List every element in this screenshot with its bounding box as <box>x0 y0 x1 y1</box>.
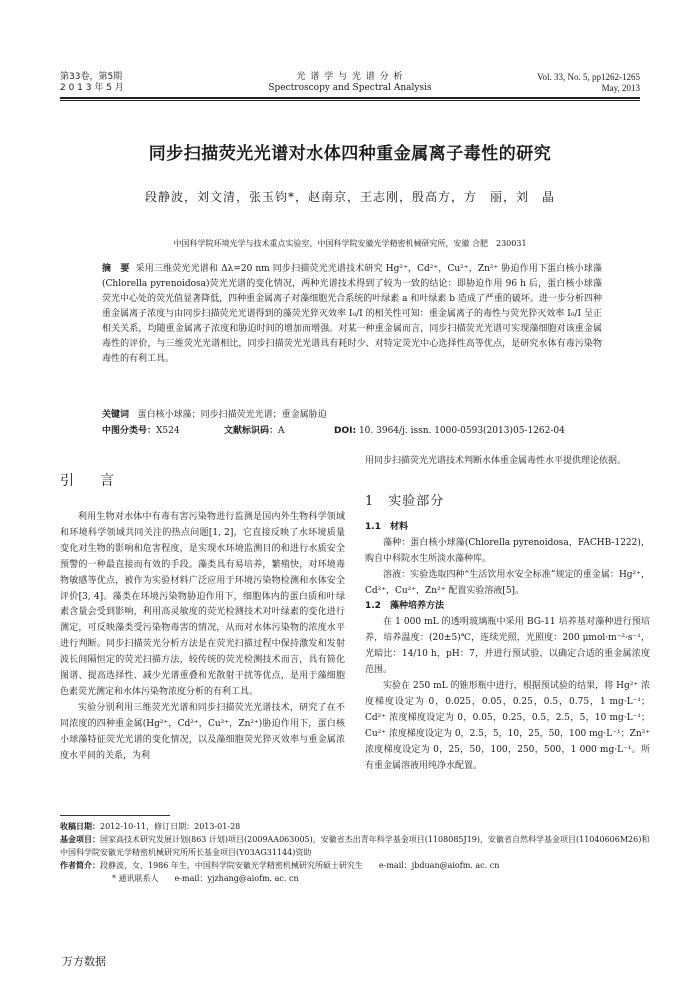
author-bio: 作者简介：段静波，女，1986 年生，中国科学院安徽光学精密机械研究所硕士研究生 e-mail：jbduan@aiofm. ac. cn <box>60 861 500 870</box>
right-column <box>365 454 650 774</box>
received-date: 收稿日期：2012-10-11，修订日期：2013-01-28 <box>60 822 241 831</box>
subsection-1-1-body <box>365 536 650 600</box>
culture-method-p1: 在 1 000 mL 的透明玻璃瓶中采用 BG-11 培养基对藻种进行预培养，培养温度：(20±5)℃，连续光照，光照度：200 μmol·m⁻²·s⁻¹，光暗比：14/10 h，pH：7，并进行预试验，以确定合适的重金属浓度范围。 <box>365 617 650 676</box>
journal-name-en: Spectroscopy and Spectral Analysis <box>268 83 432 93</box>
subsection-1-2-heading: 1.2 藻种培养方法 <box>365 601 444 612</box>
keywords-text: 蛋白核小球藻；同步扫描荧光光谱；重金属胁迫 <box>137 410 327 420</box>
keywords-label: 关键词 <box>102 410 130 420</box>
author-list: 段静波，刘文清，张玉钧*，赵南京，王志刚，殷高方，方 丽，刘 晶 <box>144 190 555 204</box>
section-1-heading: 1 实验部分 <box>365 493 445 509</box>
keywords <box>102 408 602 422</box>
doc-code-label: 文献标识码： <box>224 426 279 436</box>
watermark-text: 万方数据 <box>62 955 106 968</box>
culture-method-p2: 实验在 250 mL 的锥形瓶中进行，根据预试验的结果，将 Hg²⁺ 浓度梯度设定为 0，0.025，0.05，0.25，0.5，0.75，1 mg·L⁻¹；Cd²⁺ 浓度梯度设定为 0，0.05，0.25，0.5，2.5，5，10 mg·L⁻¹；Cu²⁺ 浓度梯度设定为 0，2.5，5，10，25，50，100 mg·L⁻¹；Zn²⁺ 浓度梯度设定为 0，25，50，100，250，500，1 000 mg·L⁻¹。所有重金属溶液用纯净水配置。 <box>365 680 650 771</box>
funding: 基金项目：国家高技术研究发展计划(863 计划)项目(2009AA063005)，安徽省杰出青年科学基金项目(1108085J19)，安徽省自然科学基金项目(11040606M26)和中国科学院安徽光学精密机械研究所所长基金项目(Y03AG31144)资助 <box>60 835 650 857</box>
corresponding-author: * 通讯联系人 e-mail：yjzhang@aiofm. ac. cn <box>112 874 299 883</box>
materials-algae: 藻种：蛋白核小球藻(Chlorella pyrenoidosa，FACHB-1222)，购自中科院水生所淡水藻种库。 <box>365 537 650 564</box>
volume-issue-en: Vol. 33, No. 5, pp1262-1265 <box>537 72 640 82</box>
clc-value: X524 <box>156 426 180 436</box>
volume-issue-cn: 第33卷，第5期 <box>60 72 123 82</box>
article-title: 同步扫描荧光光谱对水体四种重金属离子毒性的研究 <box>148 144 552 164</box>
header-rule <box>60 97 640 101</box>
intro-body <box>60 510 345 765</box>
issue-date-cn: 2 0 1 3 年 5 月 <box>60 83 124 93</box>
doi-label: DOI: <box>334 426 357 436</box>
doi-value: 10. 3964/j. issn. 1000-0593(2013)05-1262-04 <box>358 426 565 436</box>
doc-code-value: A <box>278 426 285 436</box>
subsection-1-2-body <box>365 615 650 774</box>
footnotes <box>60 820 650 885</box>
materials-solution: 溶液：实验选取四种“生活饮用水安全标准”规定的重金属：Hg²⁺，Cd²⁺，Cu²⁺，Zn²⁺ 配置实验溶液[5]。 <box>365 569 650 596</box>
footnote-rule <box>60 815 170 816</box>
intro-paragraph-2-tail: 用同步扫描荧光光谱技术判断水体重金属毒性水平提供理论依据。 <box>365 456 627 466</box>
intro-paragraph-2: 实验分别利用三维荧光光谱和同步扫描荧光光谱技术，研究了在不同浓度的四种重金属(Hg²⁺，Cd²⁺，Cu²⁺，Zn²⁺)胁迫作用下，蛋白核小球藻特征荧光光谱的变化情况，以及藻细胞荧光猝灭效率与重金属浓度水平间的关系，为利 <box>60 702 345 761</box>
issue-date-en: May, 2013 <box>601 83 640 93</box>
running-header-right <box>537 72 640 94</box>
subsection-1-1-heading: 1.1 材料 <box>365 521 408 532</box>
journal-name-cn: 光 谱 学 与 光 谱 分 析 <box>296 72 404 82</box>
abstract-label: 摘 要 <box>102 264 130 274</box>
intro-heading: 引 言 <box>60 473 120 489</box>
intro-paragraph-1: 利用生物对水体中有毒有害污染物进行监测是国内外生物科学领域和环境科学领域共同关注的热点问题[1, 2]，它直接反映了水环境质量变化对生物的影响和危害程度，是实现水环境监测目的和进行水质安全预警的一种最直接而有效的手段。藻类具有易培养，繁殖快，对环境毒物敏感等优点，被作为实验材料广泛应用于环境污染物检测和水体安全评价[3, 4]。藻类在环境污染物胁迫作用下，细胞体内的蛋白质和叶绿素含量会受到影响，利用高灵敏度的荧光检测技术对叶绿素的变化进行测定，可反映藻类受污染物毒害的情况，从而对水体污染物的浓度水平进行判断。同步扫描荧光分析方法是在荧光扫描过程中保持激发和发射波长间隔恒定的荧光扫描方法，较传统的荧光检测技术而言，具有简化图谱、提高选择性、减少光谱重叠和光散射干扰等优点，是用于藻细胞色素荧光测定和水体污染物浓度分析的有利工具。 <box>60 512 345 697</box>
author-affiliation: 中国科学院环境光学与技术重点实验室，中国科学院安徽光学精密机械研究所，安徽 合肥 230031 <box>173 239 527 248</box>
classification-line <box>102 424 622 438</box>
abstract <box>102 262 602 367</box>
clc-label: 中图分类号： <box>102 426 157 436</box>
intro-continuation <box>365 454 650 470</box>
left-column <box>60 470 345 765</box>
abstract-text: 采用三维荧光光谱和 Δλ=20 nm 同步扫描荧光光谱技术研究 Hg²⁺，Cd²⁺，Cu²⁺，Zn²⁺ 胁迫作用下蛋白核小球藻(Chlorella pyrenoidosa)荧光光谱的变化情况，两种光谱技术得到了较为一致的结论：即胁迫作用 96 h 后，蛋白核小球藻荧光中心处的荧光值显著降低，四种重金属离子对藻细胞光合系统的叶绿素 a 和叶绿素 b 造成了严重的破坏。进一步分析四种重金属离子浓度与由同步扫描荧光光谱得到的藻荧光猝灭效率 I₀/I 的相关性可知：重金属离子的毒性与荧光猝灭效率 I₀/I 呈正相关关系，均随重金属离子浓度和胁迫时间的增加而增强。对某一种重金属而言，同步扫描荧光光谱可实现藻细胞对该重金属毒性的评价，与三维荧光光谱相比，同步扫描荧光光谱具有耗时少、对特定荧光中心选择性高等优点，是研究水体有毒污染物毒性的有利工具。 <box>102 264 602 364</box>
